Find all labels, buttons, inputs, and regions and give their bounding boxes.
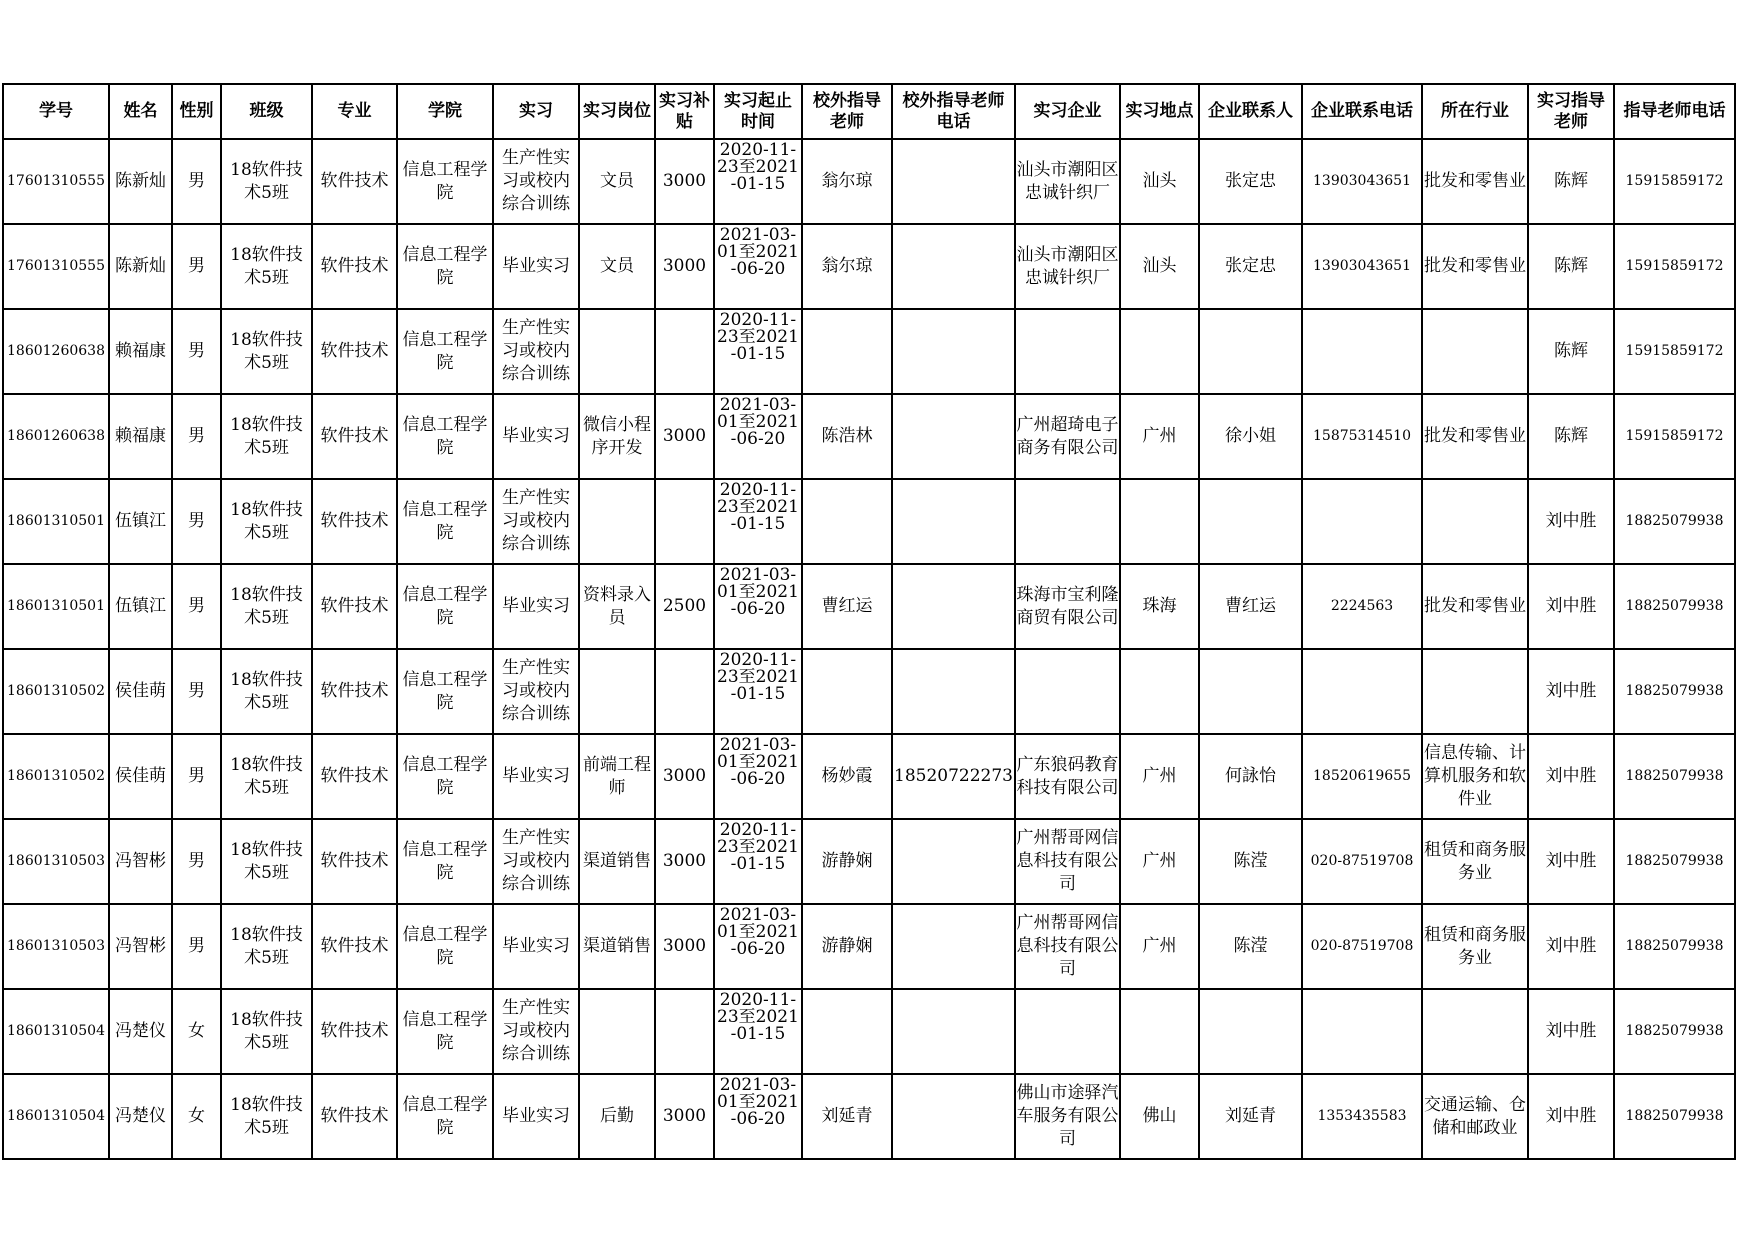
cell-class: 18软件技术5班 [221, 1074, 312, 1159]
cell-company-phone [1302, 649, 1422, 734]
cell-instructor: 刘中胜 [1528, 564, 1614, 649]
cell-internship: 毕业实习 [493, 904, 579, 989]
cell-company-contact [1199, 309, 1302, 394]
period-text: 2020-11-23至2021-01-15 [717, 310, 799, 364]
cell-instructor: 陈辉 [1528, 139, 1614, 224]
cell-gender: 女 [172, 989, 221, 1074]
period-text: 2020-11-23至2021-01-15 [717, 990, 799, 1044]
cell-gender: 男 [172, 649, 221, 734]
cell-company [1015, 649, 1120, 734]
cell-allowance [655, 479, 714, 564]
cell-industry [1422, 309, 1528, 394]
cell-industry: 信息传输、计算机服务和软件业 [1422, 734, 1528, 819]
cell-company-contact: 陈滢 [1199, 819, 1302, 904]
cell-major: 软件技术 [312, 224, 397, 309]
cell-external-mentor-phone [892, 224, 1015, 309]
cell-location: 广州 [1120, 819, 1199, 904]
cell-college: 信息工程学院 [397, 649, 493, 734]
cell-company [1015, 989, 1120, 1074]
cell-allowance [655, 649, 714, 734]
cell-position: 文员 [579, 224, 655, 309]
cell-allowance: 3000 [655, 734, 714, 819]
cell-internship: 生产性实习或校内综合训练 [493, 479, 579, 564]
cell-name: 陈新灿 [109, 224, 172, 309]
table-row [3, 819, 1735, 904]
cell-period [714, 734, 802, 819]
cell-external-mentor-phone [892, 819, 1015, 904]
header-company-phone: 企业联系电话 [1302, 84, 1422, 139]
cell-period [714, 479, 802, 564]
cell-company: 汕头市潮阳区忠诚针织厂 [1015, 224, 1120, 309]
cell-external-mentor [802, 649, 892, 734]
cell-company-contact: 陈滢 [1199, 904, 1302, 989]
cell-external-mentor [802, 479, 892, 564]
cell-company-phone [1302, 989, 1422, 1074]
cell-internship: 毕业实习 [493, 734, 579, 819]
cell-gender: 男 [172, 224, 221, 309]
period-text: 2020-11-23至2021-01-15 [717, 820, 799, 874]
cell-class: 18软件技术5班 [221, 139, 312, 224]
cell-company: 广州帮哥网信息科技有限公司 [1015, 819, 1120, 904]
header-location: 实习地点 [1120, 84, 1199, 139]
cell-company-contact [1199, 649, 1302, 734]
cell-major: 软件技术 [312, 649, 397, 734]
cell-external-mentor [802, 989, 892, 1074]
cell-company: 珠海市宝利隆商贸有限公司 [1015, 564, 1120, 649]
cell-college: 信息工程学院 [397, 479, 493, 564]
cell-student-id: 18601310504 [3, 1074, 109, 1159]
cell-internship: 生产性实习或校内综合训练 [493, 989, 579, 1074]
cell-company: 广州超琦电子商务有限公司 [1015, 394, 1120, 479]
header-external-mentor: 校外指导老师 [802, 84, 892, 139]
cell-position: 渠道销售 [579, 819, 655, 904]
cell-gender: 男 [172, 479, 221, 564]
cell-student-id: 18601310503 [3, 904, 109, 989]
cell-major: 软件技术 [312, 564, 397, 649]
cell-gender: 男 [172, 564, 221, 649]
table-row [3, 649, 1735, 734]
cell-college: 信息工程学院 [397, 564, 493, 649]
cell-instructor-phone: 18825079938 [1614, 989, 1735, 1074]
cell-location: 佛山 [1120, 1074, 1199, 1159]
cell-internship: 毕业实习 [493, 394, 579, 479]
period-text: 2021-03-01至2021-06-20 [717, 395, 799, 449]
header-row [3, 84, 1735, 139]
cell-instructor: 刘中胜 [1528, 1074, 1614, 1159]
cell-company-phone: 13903043651 [1302, 224, 1422, 309]
cell-name: 侯佳萌 [109, 649, 172, 734]
cell-name: 赖福康 [109, 394, 172, 479]
cell-class: 18软件技术5班 [221, 734, 312, 819]
cell-student-id: 18601260638 [3, 309, 109, 394]
cell-external-mentor: 游静娴 [802, 819, 892, 904]
table-row [3, 989, 1735, 1074]
cell-instructor-phone: 18825079938 [1614, 904, 1735, 989]
cell-class: 18软件技术5班 [221, 309, 312, 394]
cell-position: 资料录入员 [579, 564, 655, 649]
cell-position: 前端工程师 [579, 734, 655, 819]
cell-name: 侯佳萌 [109, 734, 172, 819]
cell-company [1015, 309, 1120, 394]
cell-allowance: 3000 [655, 1074, 714, 1159]
cell-industry: 批发和零售业 [1422, 139, 1528, 224]
cell-major: 软件技术 [312, 734, 397, 819]
table-row [3, 734, 1735, 819]
cell-industry: 批发和零售业 [1422, 394, 1528, 479]
cell-college: 信息工程学院 [397, 394, 493, 479]
cell-instructor-phone: 18825079938 [1614, 564, 1735, 649]
cell-external-mentor: 陈浩林 [802, 394, 892, 479]
cell-allowance: 3000 [655, 139, 714, 224]
cell-major: 软件技术 [312, 904, 397, 989]
cell-internship: 毕业实习 [493, 1074, 579, 1159]
cell-company-contact: 张定忠 [1199, 139, 1302, 224]
cell-instructor-phone: 15915859172 [1614, 139, 1735, 224]
cell-instructor: 刘中胜 [1528, 479, 1614, 564]
table-row [3, 139, 1735, 224]
cell-name: 冯楚仪 [109, 1074, 172, 1159]
cell-external-mentor-phone [892, 309, 1015, 394]
cell-allowance [655, 989, 714, 1074]
cell-college: 信息工程学院 [397, 989, 493, 1074]
cell-name: 赖福康 [109, 309, 172, 394]
cell-company-phone: 2224563 [1302, 564, 1422, 649]
table-row [3, 309, 1735, 394]
cell-location: 汕头 [1120, 139, 1199, 224]
cell-period [714, 989, 802, 1074]
cell-class: 18软件技术5班 [221, 394, 312, 479]
cell-location [1120, 649, 1199, 734]
cell-gender: 男 [172, 394, 221, 479]
header-industry: 所在行业 [1422, 84, 1528, 139]
cell-external-mentor: 刘延青 [802, 1074, 892, 1159]
cell-location: 珠海 [1120, 564, 1199, 649]
cell-period [714, 394, 802, 479]
cell-student-id: 17601310555 [3, 139, 109, 224]
cell-industry: 批发和零售业 [1422, 564, 1528, 649]
internship-table [2, 83, 1736, 1160]
cell-class: 18软件技术5班 [221, 649, 312, 734]
cell-college: 信息工程学院 [397, 224, 493, 309]
cell-industry [1422, 649, 1528, 734]
cell-industry [1422, 479, 1528, 564]
cell-instructor: 刘中胜 [1528, 649, 1614, 734]
cell-external-mentor-phone [892, 564, 1015, 649]
cell-period [714, 649, 802, 734]
cell-external-mentor-phone [892, 904, 1015, 989]
cell-class: 18软件技术5班 [221, 989, 312, 1074]
cell-period [714, 1074, 802, 1159]
header-position: 实习岗位 [579, 84, 655, 139]
cell-period [714, 819, 802, 904]
cell-class: 18软件技术5班 [221, 224, 312, 309]
table-row [3, 564, 1735, 649]
period-text: 2020-11-23至2021-01-15 [717, 140, 799, 194]
cell-period [714, 904, 802, 989]
cell-company-phone: 020-87519708 [1302, 904, 1422, 989]
header-instructor-phone: 指导老师电话 [1614, 84, 1735, 139]
cell-company [1015, 479, 1120, 564]
cell-location [1120, 309, 1199, 394]
header-internship: 实习 [493, 84, 579, 139]
table-row [3, 1074, 1735, 1159]
cell-company-contact: 刘延青 [1199, 1074, 1302, 1159]
cell-position: 文员 [579, 139, 655, 224]
cell-major: 软件技术 [312, 309, 397, 394]
cell-instructor-phone: 15915859172 [1614, 309, 1735, 394]
cell-location: 广州 [1120, 734, 1199, 819]
cell-location [1120, 989, 1199, 1074]
header-company: 实习企业 [1015, 84, 1120, 139]
table-row [3, 224, 1735, 309]
cell-company-contact [1199, 989, 1302, 1074]
cell-industry [1422, 989, 1528, 1074]
cell-student-id: 18601310502 [3, 734, 109, 819]
cell-instructor: 陈辉 [1528, 224, 1614, 309]
header-external-mentor-phone: 校外指导老师电话 [892, 84, 1015, 139]
cell-allowance: 3000 [655, 819, 714, 904]
header-student-id: 学号 [3, 84, 109, 139]
cell-name: 冯楚仪 [109, 989, 172, 1074]
cell-period [714, 139, 802, 224]
cell-company-contact: 何詠怡 [1199, 734, 1302, 819]
cell-company: 汕头市潮阳区忠诚针织厂 [1015, 139, 1120, 224]
cell-name: 冯智彬 [109, 904, 172, 989]
table-row [3, 479, 1735, 564]
cell-gender: 男 [172, 309, 221, 394]
cell-major: 软件技术 [312, 989, 397, 1074]
cell-name: 冯智彬 [109, 819, 172, 904]
cell-company-contact: 徐小姐 [1199, 394, 1302, 479]
cell-industry: 租赁和商务服务业 [1422, 904, 1528, 989]
period-text: 2020-11-23至2021-01-15 [717, 650, 799, 704]
cell-position: 渠道销售 [579, 904, 655, 989]
header-instructor: 实习指导老师 [1528, 84, 1614, 139]
period-text: 2021-03-01至2021-06-20 [717, 905, 799, 959]
cell-student-id: 18601310504 [3, 989, 109, 1074]
cell-company-contact [1199, 479, 1302, 564]
cell-external-mentor-phone [892, 394, 1015, 479]
cell-allowance: 3000 [655, 394, 714, 479]
cell-gender: 男 [172, 139, 221, 224]
cell-location: 广州 [1120, 904, 1199, 989]
cell-instructor-phone: 18825079938 [1614, 819, 1735, 904]
cell-external-mentor-phone [892, 989, 1015, 1074]
cell-company-phone: 15875314510 [1302, 394, 1422, 479]
cell-position [579, 309, 655, 394]
cell-class: 18软件技术5班 [221, 564, 312, 649]
header-class: 班级 [221, 84, 312, 139]
cell-gender: 男 [172, 734, 221, 819]
cell-student-id: 18601310501 [3, 564, 109, 649]
cell-company: 佛山市途驿汽车服务有限公司 [1015, 1074, 1120, 1159]
cell-college: 信息工程学院 [397, 734, 493, 819]
cell-position [579, 479, 655, 564]
period-text: 2021-03-01至2021-06-20 [717, 1075, 799, 1129]
cell-college: 信息工程学院 [397, 904, 493, 989]
cell-location: 汕头 [1120, 224, 1199, 309]
cell-internship: 毕业实习 [493, 224, 579, 309]
cell-external-mentor-phone [892, 649, 1015, 734]
cell-name: 陈新灿 [109, 139, 172, 224]
cell-external-mentor: 游静娴 [802, 904, 892, 989]
cell-student-id: 17601310555 [3, 224, 109, 309]
cell-student-id: 18601310501 [3, 479, 109, 564]
cell-external-mentor-phone [892, 479, 1015, 564]
table-row [3, 394, 1735, 479]
table-row [3, 904, 1735, 989]
cell-external-mentor-phone [892, 139, 1015, 224]
cell-external-mentor: 翁尔琼 [802, 139, 892, 224]
cell-instructor-phone: 15915859172 [1614, 394, 1735, 479]
cell-company-contact: 曹红运 [1199, 564, 1302, 649]
cell-class: 18软件技术5班 [221, 819, 312, 904]
cell-instructor-phone: 18825079938 [1614, 479, 1735, 564]
cell-instructor: 刘中胜 [1528, 734, 1614, 819]
period-text: 2020-11-23至2021-01-15 [717, 480, 799, 534]
cell-major: 软件技术 [312, 139, 397, 224]
cell-company-phone [1302, 309, 1422, 394]
cell-location [1120, 479, 1199, 564]
header-gender: 性别 [172, 84, 221, 139]
cell-company-phone: 020-87519708 [1302, 819, 1422, 904]
cell-internship: 生产性实习或校内综合训练 [493, 819, 579, 904]
cell-location: 广州 [1120, 394, 1199, 479]
cell-instructor: 刘中胜 [1528, 904, 1614, 989]
cell-internship: 生产性实习或校内综合训练 [493, 309, 579, 394]
cell-major: 软件技术 [312, 1074, 397, 1159]
cell-allowance: 3000 [655, 224, 714, 309]
cell-external-mentor: 翁尔琼 [802, 224, 892, 309]
cell-position [579, 649, 655, 734]
cell-internship: 毕业实习 [493, 564, 579, 649]
period-text: 2021-03-01至2021-06-20 [717, 225, 799, 279]
cell-student-id: 18601310503 [3, 819, 109, 904]
cell-class: 18软件技术5班 [221, 479, 312, 564]
cell-gender: 男 [172, 904, 221, 989]
cell-company: 广州帮哥网信息科技有限公司 [1015, 904, 1120, 989]
cell-gender: 女 [172, 1074, 221, 1159]
cell-college: 信息工程学院 [397, 309, 493, 394]
cell-college: 信息工程学院 [397, 1074, 493, 1159]
cell-allowance: 2500 [655, 564, 714, 649]
cell-external-mentor-phone: 18520722273 [892, 734, 1015, 819]
cell-company-contact: 张定忠 [1199, 224, 1302, 309]
cell-instructor-phone: 18825079938 [1614, 1074, 1735, 1159]
header-major: 专业 [312, 84, 397, 139]
cell-company-phone: 13903043651 [1302, 139, 1422, 224]
header-period: 实习起止时间 [714, 84, 802, 139]
header-name: 姓名 [109, 84, 172, 139]
cell-position: 微信小程序开发 [579, 394, 655, 479]
cell-major: 软件技术 [312, 479, 397, 564]
cell-instructor-phone: 18825079938 [1614, 649, 1735, 734]
cell-external-mentor [802, 309, 892, 394]
cell-position [579, 989, 655, 1074]
cell-instructor: 陈辉 [1528, 309, 1614, 394]
cell-gender: 男 [172, 819, 221, 904]
cell-student-id: 18601310502 [3, 649, 109, 734]
cell-instructor: 刘中胜 [1528, 989, 1614, 1074]
cell-major: 软件技术 [312, 819, 397, 904]
cell-period [714, 309, 802, 394]
cell-industry: 交通运输、仓储和邮政业 [1422, 1074, 1528, 1159]
cell-instructor: 刘中胜 [1528, 819, 1614, 904]
cell-company-phone: 18520619655 [1302, 734, 1422, 819]
period-text: 2021-03-01至2021-06-20 [717, 735, 799, 789]
cell-position: 后勤 [579, 1074, 655, 1159]
cell-external-mentor: 杨妙霞 [802, 734, 892, 819]
cell-internship: 生产性实习或校内综合训练 [493, 139, 579, 224]
cell-instructor: 陈辉 [1528, 394, 1614, 479]
cell-college: 信息工程学院 [397, 139, 493, 224]
header-company-contact: 企业联系人 [1199, 84, 1302, 139]
cell-allowance [655, 309, 714, 394]
header-college: 学院 [397, 84, 493, 139]
cell-period [714, 224, 802, 309]
cell-name: 伍镇江 [109, 564, 172, 649]
period-text: 2021-03-01至2021-06-20 [717, 565, 799, 619]
cell-name: 伍镇江 [109, 479, 172, 564]
cell-allowance: 3000 [655, 904, 714, 989]
header-allowance: 实习补贴 [655, 84, 714, 139]
cell-instructor-phone: 15915859172 [1614, 224, 1735, 309]
cell-company-phone [1302, 479, 1422, 564]
cell-instructor-phone: 18825079938 [1614, 734, 1735, 819]
cell-company: 广东狼码教育科技有限公司 [1015, 734, 1120, 819]
cell-internship: 生产性实习或校内综合训练 [493, 649, 579, 734]
cell-industry: 批发和零售业 [1422, 224, 1528, 309]
cell-period [714, 564, 802, 649]
cell-company-phone: 1353435583 [1302, 1074, 1422, 1159]
cell-external-mentor: 曹红运 [802, 564, 892, 649]
cell-major: 软件技术 [312, 394, 397, 479]
cell-student-id: 18601260638 [3, 394, 109, 479]
cell-college: 信息工程学院 [397, 819, 493, 904]
cell-class: 18软件技术5班 [221, 904, 312, 989]
cell-external-mentor-phone [892, 1074, 1015, 1159]
cell-industry: 租赁和商务服务业 [1422, 819, 1528, 904]
